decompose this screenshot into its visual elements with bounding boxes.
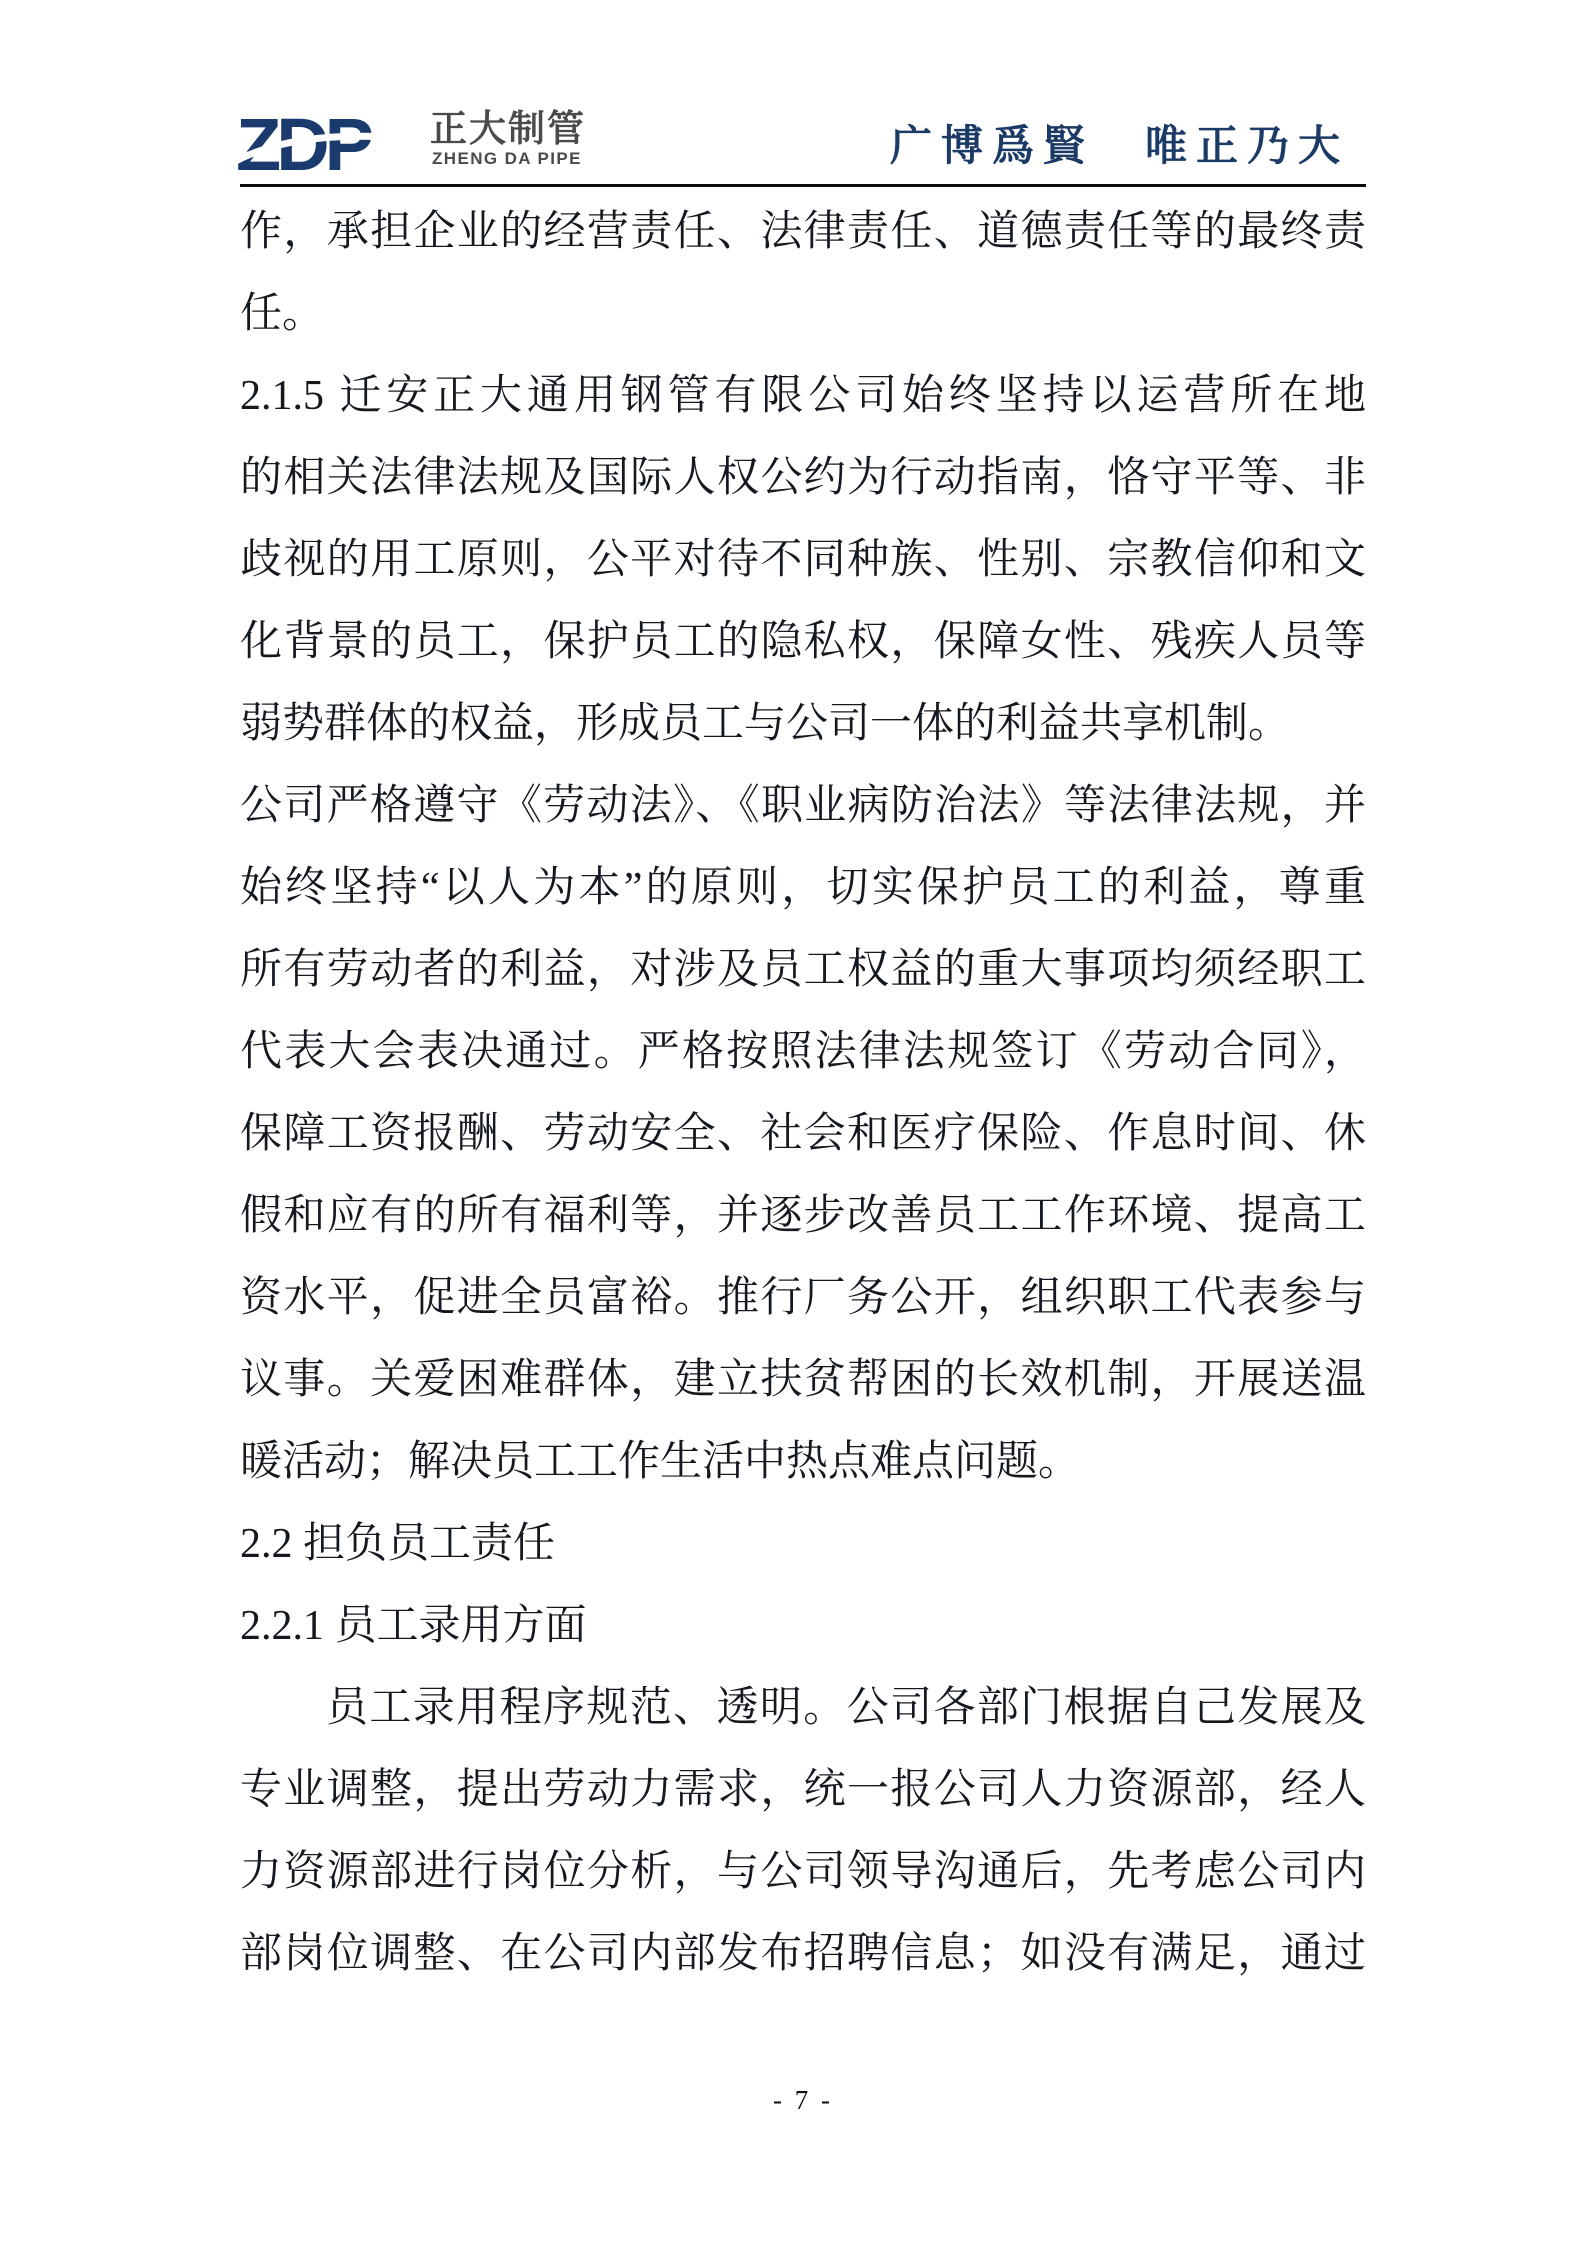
logo-company-name-cn: 正大制管 [430,108,586,149]
section-heading-2-2: 2.2 担负员工责任 [240,1521,556,1567]
body-line: 资水平，促进全员富裕。推行厂务公开，组织职工代表参与 [240,1275,1366,1321]
body-line: 任。 [240,291,325,337]
body-line: 化背景的员工，保护员工的隐私权，保障女性、残疾人员等 [240,619,1366,665]
page-footer [240,2080,1366,2120]
body-line: 专业调整，提出劳动力需求，统一报公司人力资源部，经人 [240,1767,1366,1813]
document-body [240,191,1366,1995]
body-line: 所有劳动者的利益，对涉及员工权益的重大事项均须经职工 [240,947,1366,993]
body-line: 始终坚持“以人为本”的原则，切实保护员工的利益，尊重 [240,865,1366,911]
body-line: 歧视的用工原则，公平对待不同种族、性别、宗教信仰和文 [240,537,1366,583]
body-line: 部岗位调整、在公司内部发布招聘信息；如没有满足，通过 [240,1931,1366,1977]
body-line: 议事。关爱困难群体，建立扶贫帮困的长效机制，开展送温 [240,1357,1366,1403]
body-line: 的相关法律法规及国际人权公约为行动指南，恪守平等、非 [240,455,1366,501]
body-line: 弱势群体的权益，形成员工与公司一体的利益共享机制。 [240,701,1291,747]
section-heading-2-1-5: 2.1.5 迁安正大通用钢管有限公司始终坚持以运营所在地 [240,373,1366,419]
body-line: 作，承担企业的经营责任、法律责任、道德责任等的最终责 [240,209,1366,255]
body-line: 假和应有的所有福利等，并逐步改善员工工作环境、提高工 [240,1193,1366,1239]
body-line: 暖活动；解决员工工作生活中热点难点问题。 [240,1439,1081,1485]
logo-company-name-en: ZHENG DA PIPE [432,149,582,168]
body-line: 力资源部进行岗位分析，与公司领导沟通后，先考虑公司内 [240,1849,1366,1895]
zdp-logo-icon [236,106,408,184]
body-line: 员工录用程序规范、透明。公司各部门根据自己发展及 [326,1685,1366,1731]
zdp-logo-text: ZDP [236,106,369,184]
header-divider [240,184,1366,187]
section-heading-2-2-1: 2.2.1 员工录用方面 [240,1603,587,1649]
body-line: 代表大会表决通过。严格按照法律法规签订《劳动合同》， [240,1029,1366,1075]
company-motto: 广博爲賢 唯正乃大 [889,124,1349,170]
body-line: 公司严格遵守《劳动法》、《职业病防治法》等法律法规，并 [240,783,1366,829]
body-line: 保障工资报酬、劳动安全、社会和医疗保险、作息时间、休 [240,1111,1366,1157]
page-number: - 7 - [773,2085,833,2115]
